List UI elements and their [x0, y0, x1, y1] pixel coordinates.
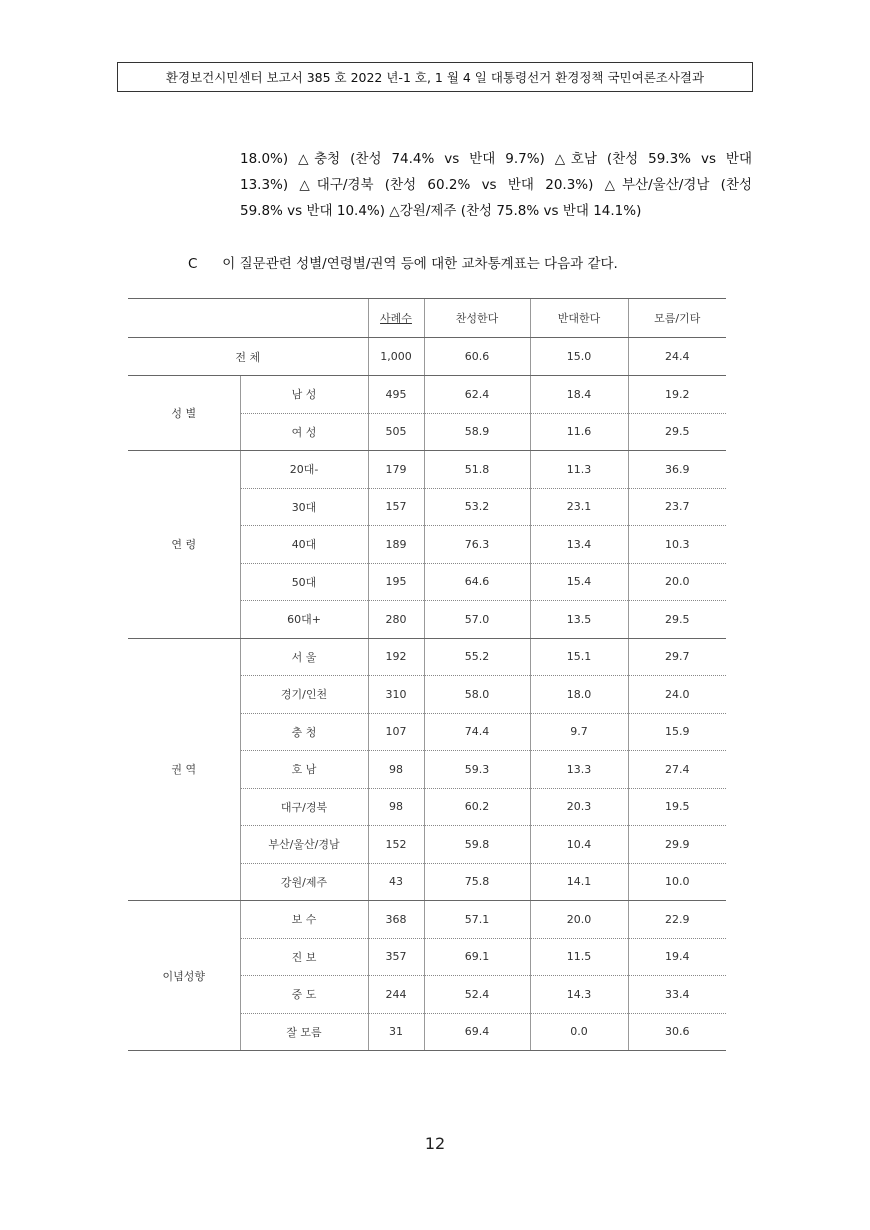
table-cell: 51.8: [424, 451, 530, 489]
table-cell: 19.2: [628, 376, 726, 414]
table-cell: 189: [368, 526, 424, 564]
table-cell: 59.3: [424, 751, 530, 789]
table-intro: [188, 252, 618, 272]
table-cell: 18.4: [530, 376, 628, 414]
column-header-label: 사례수: [380, 312, 412, 325]
crosstab-table: [128, 298, 726, 1051]
row-label: 20대-: [240, 451, 368, 489]
row-label: 서 울: [240, 638, 368, 676]
row-label: 호 남: [240, 751, 368, 789]
summary-line: 18.0%) △충청 (찬성 74.4% vs 반대 9.7%) △호남 (찬성 59.3% vs 반대: [240, 151, 752, 167]
table-cell: 27.4: [628, 751, 726, 789]
table-cell: 9.7: [530, 713, 628, 751]
table-cell: 69.4: [424, 1013, 530, 1051]
table-cell: 62.4: [424, 376, 530, 414]
table-cell: 14.1: [530, 863, 628, 901]
table-cell: 11.6: [530, 413, 628, 451]
table-cell: 29.5: [628, 413, 726, 451]
table-cell: 60.2: [424, 788, 530, 826]
table-cell: 59.8: [424, 826, 530, 864]
row-label: 부산/울산/경남: [240, 826, 368, 864]
column-header: [424, 299, 530, 338]
table-cell: 43: [368, 863, 424, 901]
row-label: 30대: [240, 488, 368, 526]
row-label: 강원/제주: [240, 863, 368, 901]
table-cell: 495: [368, 376, 424, 414]
table-cell: 505: [368, 413, 424, 451]
table-cell: 58.9: [424, 413, 530, 451]
group-label: 이념성향: [128, 901, 240, 1051]
table-cell: 195: [368, 563, 424, 601]
table-cell: 74.4: [424, 713, 530, 751]
row-label: 잘 모름: [240, 1013, 368, 1051]
row-label: 대구/경북: [240, 788, 368, 826]
table-cell: 14.3: [530, 976, 628, 1014]
table-cell: 57.0: [424, 601, 530, 639]
table-cell: 368: [368, 901, 424, 939]
column-header: [530, 299, 628, 338]
table-cell: 20.3: [530, 788, 628, 826]
table-cell: 157: [368, 488, 424, 526]
table-cell: 30.6: [628, 1013, 726, 1051]
table-cell: 107: [368, 713, 424, 751]
table-cell: 53.2: [424, 488, 530, 526]
table-cell: 179: [368, 451, 424, 489]
table-cell: 23.7: [628, 488, 726, 526]
row-label: 진 보: [240, 938, 368, 976]
table-cell: 55.2: [424, 638, 530, 676]
row-label: 중 도: [240, 976, 368, 1014]
row-label: 남 성: [240, 376, 368, 414]
table-cell: 20.0: [628, 563, 726, 601]
table-cell: 192: [368, 638, 424, 676]
table-cell: 58.0: [424, 676, 530, 714]
table-cell: 69.1: [424, 938, 530, 976]
summary-paragraph: [240, 146, 752, 224]
table-cell: 15.9: [628, 713, 726, 751]
table-cell: 15.1: [530, 638, 628, 676]
group-label: 권 역: [128, 638, 240, 901]
table-intro-text: 이 질문관련 성별/연령별/권역 등에 대한 교차통계표는 다음과 같다.: [222, 256, 618, 272]
report-header: [117, 62, 753, 92]
summary-line: 13.3%) △대구/경북 (찬성 60.2% vs 반대 20.3%) △부산/울산/경남 (찬성: [240, 177, 752, 193]
table-row-total: [128, 338, 726, 376]
table-cell: 13.3: [530, 751, 628, 789]
row-label: 40대: [240, 526, 368, 564]
table-cell: 24.4: [628, 338, 726, 376]
table-cell: 60.6: [424, 338, 530, 376]
table-cell: 23.1: [530, 488, 628, 526]
table-cell: 357: [368, 938, 424, 976]
row-label: 경기/인천: [240, 676, 368, 714]
table-cell: 98: [368, 751, 424, 789]
group-label: 성 별: [128, 376, 240, 451]
row-label: 50대: [240, 563, 368, 601]
table-cell: 244: [368, 976, 424, 1014]
table-cell: 64.6: [424, 563, 530, 601]
table-cell: 15.0: [530, 338, 628, 376]
table-row: [128, 451, 726, 489]
table-cell: 75.8: [424, 863, 530, 901]
report-header-title: 환경보건시민센터 보고서 385 호 2022 년-1 호, 1 월 4 일 대통령선거 환경정책 국민여론조사결과: [165, 70, 705, 85]
table-cell: 36.9: [628, 451, 726, 489]
row-label: 여 성: [240, 413, 368, 451]
table-cell: 57.1: [424, 901, 530, 939]
table-cell: 0.0: [530, 1013, 628, 1051]
table-cell: 22.9: [628, 901, 726, 939]
group-label: 연 령: [128, 451, 240, 639]
table-cell: 31: [368, 1013, 424, 1051]
row-label: 보 수: [240, 901, 368, 939]
table-cell: 19.4: [628, 938, 726, 976]
table-header-row: [128, 299, 726, 338]
table-cell: 52.4: [424, 976, 530, 1014]
table-cell: 29.7: [628, 638, 726, 676]
table-cell: 19.5: [628, 788, 726, 826]
table-cell: 11.3: [530, 451, 628, 489]
table-cell: 20.0: [530, 901, 628, 939]
table-cell: 1,000: [368, 338, 424, 376]
table-row: [128, 901, 726, 939]
table-row: [128, 638, 726, 676]
table-cell: 10.0: [628, 863, 726, 901]
column-header-label: 모름/기타: [654, 312, 701, 325]
table-cell: 280: [368, 601, 424, 639]
row-label: 60대+: [240, 601, 368, 639]
table-cell: 33.4: [628, 976, 726, 1014]
row-label-total: 전 체: [128, 338, 368, 376]
column-header-label: 찬성한다: [455, 312, 499, 325]
table-row: [128, 376, 726, 414]
table-cell: 15.4: [530, 563, 628, 601]
table-cell: 152: [368, 826, 424, 864]
column-header: [368, 299, 424, 338]
table-cell: 13.5: [530, 601, 628, 639]
column-header: [628, 299, 726, 338]
table-cell: 310: [368, 676, 424, 714]
table-cell: 29.5: [628, 601, 726, 639]
header-blank-cell: [128, 299, 368, 338]
bullet-marker: C: [188, 256, 198, 272]
table-cell: 11.5: [530, 938, 628, 976]
row-label: 충 청: [240, 713, 368, 751]
table-cell: 29.9: [628, 826, 726, 864]
table-cell: 24.0: [628, 676, 726, 714]
table-cell: 10.3: [628, 526, 726, 564]
page-number: 12: [424, 1134, 446, 1153]
table-cell: 18.0: [530, 676, 628, 714]
table-cell: 13.4: [530, 526, 628, 564]
summary-line: 59.8% vs 반대 10.4%) △강원/제주 (찬성 75.8% vs 반대 14.1%): [240, 203, 642, 219]
crosstab-table-container: [128, 298, 726, 1051]
table-cell: 76.3: [424, 526, 530, 564]
column-header-label: 반대한다: [557, 312, 601, 325]
table-cell: 98: [368, 788, 424, 826]
table-cell: 10.4: [530, 826, 628, 864]
